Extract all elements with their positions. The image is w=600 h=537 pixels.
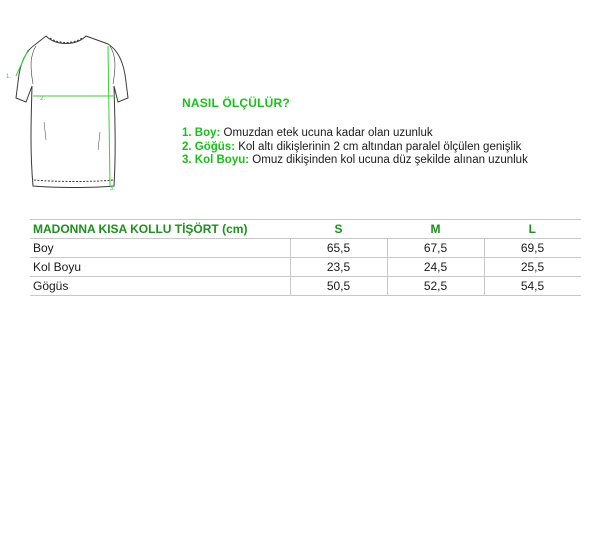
marker-1: 1. [6, 74, 12, 80]
cell-value: 65,5 [290, 239, 387, 258]
row-label: Gögüs [30, 277, 290, 296]
marker-2: 2. [40, 96, 46, 102]
row-label: Boy [30, 239, 290, 258]
size-m-header: M [387, 220, 484, 239]
size-l-header: L [484, 220, 581, 239]
instruction-key: 2. Göğüs: [182, 140, 236, 153]
instruction-text: Kol altı dikişlerinin 2 cm altından paralel ölçülen genişlik [238, 140, 522, 153]
size-table-header [30, 220, 581, 239]
instruction-text: Omuzdan etek ucuna kadar olan uzunluk [223, 127, 433, 139]
cell-value: 24,5 [387, 258, 484, 277]
boy-measure-line [108, 46, 110, 186]
cell-value: 52,5 [387, 277, 484, 296]
cell-value: 23,5 [290, 258, 387, 277]
table-row [30, 239, 581, 258]
table-row [30, 277, 581, 296]
cell-value: 25,5 [484, 258, 581, 277]
cell-value: 67,5 [387, 239, 484, 258]
marker-3: 3. [110, 186, 116, 192]
instruction-boy [182, 127, 528, 141]
table-row [30, 258, 581, 277]
tshirt-measurement-illustration [0, 22, 150, 192]
instruction-gogus [182, 141, 528, 155]
table-title: MADONNA KISA KOLLU TİŞÖRT (cm) [30, 220, 290, 239]
instruction-kol-boyu [182, 154, 528, 168]
tshirt-outline [16, 36, 128, 188]
cell-value: 54,5 [484, 277, 581, 296]
cell-value: 50,5 [290, 277, 387, 296]
size-table [30, 219, 581, 296]
instructions-title: NASIL ÖLÇÜLÜR? [182, 96, 290, 110]
instruction-key: 3. Kol Boyu: [182, 154, 250, 167]
kol-boyu-measure-line [16, 50, 28, 76]
instruction-key: 1. Boy: [182, 127, 221, 139]
size-s-header: S [290, 220, 387, 239]
instruction-text: Omuz dikişinden kol ucuna düz şekilde alınan uzunluk [252, 154, 528, 167]
row-label: Kol Boyu [30, 258, 290, 277]
measurement-instructions [182, 96, 528, 168]
cell-value: 69,5 [484, 239, 581, 258]
